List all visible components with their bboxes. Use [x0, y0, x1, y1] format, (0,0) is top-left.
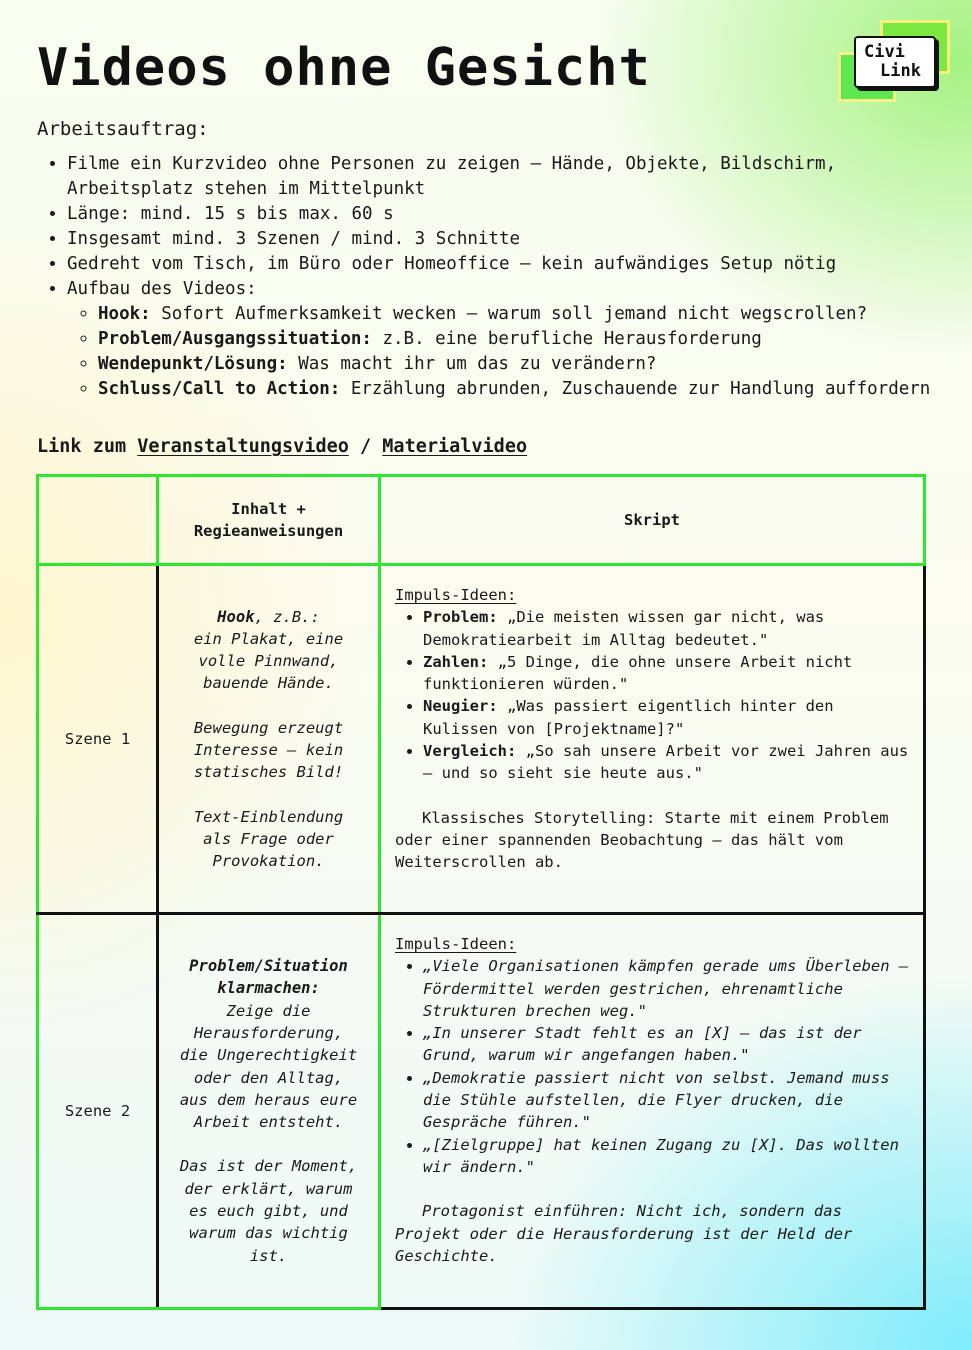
- structure-label: Wendepunkt/Lösung:: [98, 354, 288, 374]
- impulse-text: „5 Dinge, die ohne unsere Arbeit nicht funktionieren würden.": [423, 652, 853, 694]
- content-line: volle Pinnwand,: [198, 652, 339, 671]
- impulse-item: [423, 651, 909, 696]
- structure-label: Schluss/Call to Action:: [98, 379, 341, 399]
- scene-content: [158, 565, 380, 914]
- content-line: Das ist der Moment,: [179, 1157, 358, 1176]
- structure-item-call-to-action: [98, 377, 967, 402]
- structure-item-problem: [98, 327, 967, 352]
- content-line: aus dem heraus eure: [179, 1090, 358, 1109]
- impulse-heading: Impuls-Ideen:: [395, 935, 517, 953]
- content-line: klarmachen:: [217, 979, 320, 998]
- event-video-link[interactable]: Veranstaltungsvideo: [137, 436, 349, 457]
- content-line: Provokation.: [212, 852, 325, 871]
- protagonist-note: Protagonist einführen: Nicht ich, sondern das Projekt oder die Herausforderung ist der Held der Geschichte.: [395, 1202, 853, 1265]
- assignment-heading: Arbeitsauftrag:: [37, 118, 209, 140]
- header-content-line1: Inhalt +: [231, 500, 306, 518]
- assignment-item: • Länge: mind. 15 s bis max. 60 s: [67, 202, 967, 227]
- impulse-heading: Impuls-Ideen:: [395, 586, 517, 604]
- logo-text-link: Link: [880, 61, 921, 81]
- header-content-line2: Regieanweisungen: [193, 522, 344, 540]
- content-line: warum das wichtig: [189, 1224, 348, 1243]
- material-video-link[interactable]: Materialvideo: [382, 436, 528, 457]
- content-line: oder den Alltag,: [193, 1068, 344, 1087]
- scene-label: Szene 2: [38, 914, 158, 1309]
- impulse-label: Neugier:: [423, 697, 498, 716]
- header-script: Skript: [380, 476, 925, 565]
- structure-item-hook: [98, 302, 967, 327]
- content-line: , z.B.:: [254, 607, 320, 626]
- content-hook-label: Hook: [217, 607, 255, 626]
- impulse-item: • „Demokratie passiert nicht von selbst. Jemand muss die Stühle aufstellen, die Flyer drucken, die Gespräche führen.": [423, 1067, 909, 1134]
- structure-text: Sofort Aufmerksamkeit wecken – warum soll jemand nicht wegscrollen?: [150, 304, 868, 324]
- links-separator: /: [360, 436, 372, 457]
- civilink-logo: [838, 20, 950, 102]
- content-line: Zeige die: [226, 1001, 311, 1020]
- content-line: als Frage oder: [203, 829, 334, 848]
- structure-list: [67, 302, 967, 402]
- content-line: bauende Hände.: [203, 674, 334, 693]
- table-row-scene-2: [38, 914, 925, 1309]
- assignment-item-structure: [67, 277, 967, 402]
- assignment-item: • Gedreht vom Tisch, im Büro oder Homeoffice – kein aufwändiges Setup nötig: [67, 252, 967, 277]
- video-links: [37, 436, 527, 457]
- content-line: ist.: [249, 1246, 288, 1265]
- impulse-list: [395, 606, 909, 784]
- content-line: Herausforderung,: [193, 1023, 344, 1042]
- impulse-list: [395, 955, 909, 1178]
- structure-label: Problem/Ausgangssituation:: [98, 329, 372, 349]
- scene-script: [380, 914, 925, 1309]
- content-line: Interesse – kein: [193, 741, 344, 759]
- scene-content: [158, 914, 380, 1309]
- impulse-item: • „Viele Organisationen kämpfen gerade ums Überleben – Fördermittel werden gestrichen, ehrenamtliche Strukturen brechen weg.": [423, 955, 909, 1022]
- header-scene: [38, 476, 158, 565]
- impulse-text: „So sah unsere Arbeit vor zwei Jahren aus – und so sieht sie heute aus.": [423, 742, 909, 783]
- content-line: der erklärt, warum: [184, 1179, 353, 1198]
- table-row-scene-1: [38, 565, 925, 914]
- impulse-label: Vergleich:: [423, 742, 517, 761]
- impulse-item: • „[Zielgruppe] hat keinen Zugang zu [X]. Das wollten wir ändern.": [423, 1134, 909, 1179]
- assignment-item: • Filme ein Kurzvideo ohne Personen zu zeigen – Hände, Objekte, Bildschirm, Arbeitsplatz stehen im Mittelpunkt: [67, 152, 967, 202]
- impulse-item: [423, 606, 909, 651]
- header-content: [158, 476, 380, 565]
- page-title: Videos ohne Gesicht: [37, 38, 651, 98]
- content-line: ein Plakat, eine: [193, 629, 344, 648]
- logo-box: [854, 36, 936, 88]
- content-line: Text-Einblendung: [193, 807, 344, 826]
- scene-label: Szene 1: [38, 565, 158, 914]
- impulse-item: • „In unserer Stadt fehlt es an [X] – das ist der Grund, warum wir angefangen haben.": [423, 1022, 909, 1067]
- content-line: statisches Bild!: [193, 763, 344, 782]
- impulse-item: [423, 695, 909, 740]
- impulse-label: Problem:: [423, 608, 498, 627]
- structure-heading: Aufbau des Videos:: [67, 279, 257, 299]
- content-line: Bewegung erzeugt: [193, 718, 344, 737]
- scene-script: [380, 565, 925, 914]
- structure-text: Erzählung abrunden, Zuschauende zur Handlung auffordern: [340, 379, 931, 399]
- script-table: [36, 474, 926, 1310]
- logo-text-civi: Civi: [864, 42, 905, 62]
- impulse-label: Zahlen:: [423, 652, 489, 671]
- content-line: Arbeit entsteht.: [193, 1113, 344, 1132]
- structure-item-turning-point: [98, 352, 967, 377]
- storytelling-note: Klassisches Storytelling: Starte mit einem Problem oder einer spannenden Beobachtung – das hält vom Weiterscrollen ab.: [395, 808, 889, 872]
- structure-text: Was macht ihr um das zu verändern?: [287, 354, 657, 374]
- assignment-item: • Insgesamt mind. 3 Szenen / mind. 3 Schnitte: [67, 227, 967, 252]
- assignment-list: [37, 152, 967, 402]
- impulse-text: „Die meisten wissen gar nicht, was Demokratiearbeit im Alltag bedeutet.": [423, 608, 825, 649]
- structure-text: z.B. eine berufliche Herausforderung: [371, 329, 762, 349]
- impulse-text: „Was passiert eigentlich hinter den Kulissen von [Projektname]?": [423, 697, 834, 738]
- impulse-item: [423, 740, 909, 785]
- links-prefix: Link zum: [37, 436, 127, 457]
- content-line: es euch gibt, und: [189, 1202, 348, 1221]
- table-header-row: [38, 476, 925, 565]
- content-line: Problem/Situation: [189, 957, 348, 976]
- content-line: die Ungerechtigkeit: [179, 1046, 358, 1065]
- structure-label: Hook:: [98, 304, 151, 324]
